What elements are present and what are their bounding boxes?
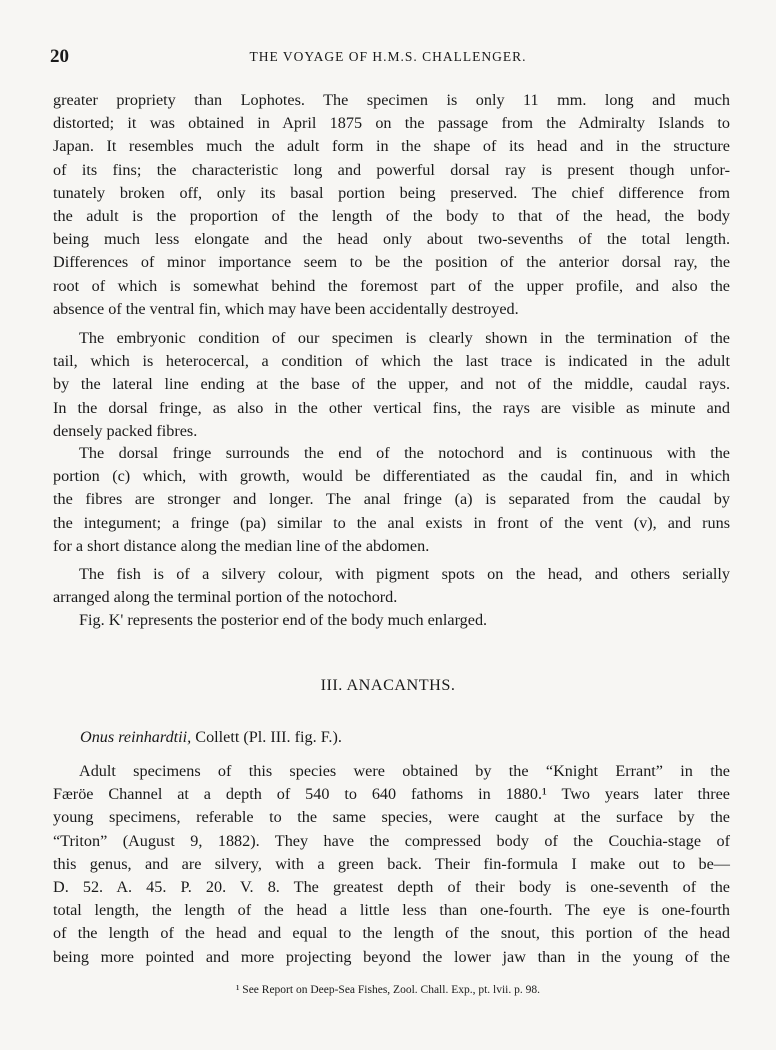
text-line: portion (c) which, with growth, would be differentiated as the caudal fin, and in which	[53, 467, 730, 486]
species-authority: Collett (Pl. III. fig. F.).	[191, 728, 342, 746]
text-line: Japan. It resembles much the adult form in the shape of its head and in the structure	[53, 137, 730, 156]
species-name: Onus reinhardtii,	[80, 728, 192, 746]
text-line: being more pointed and more projecting beyond the lower jaw than in the young of the	[53, 947, 730, 966]
text-line: tunately broken off, only its basal portion being preserved. The chief difference from	[53, 183, 730, 202]
text-line: total length, the length of the head a little less than one-fourth. The eye is one-fourth	[53, 901, 730, 920]
text-line: The fish is of a silvery colour, with pigment spots on the head, and others serially	[79, 565, 730, 583]
paragraph-dorsal-fringe	[53, 442, 730, 558]
text-line: The dorsal fringe surrounds the end of the notochord and is continuous with the	[79, 444, 730, 462]
text-line: absence of the ventral fin, which may have been accidentally destroyed.	[53, 299, 519, 318]
text-line: the adult is the proportion of the length of the body to that of the head, the body	[53, 206, 730, 225]
species-heading	[80, 728, 342, 747]
paragraph-fig-k	[53, 609, 730, 632]
paragraph-embryonic-condition	[53, 327, 730, 443]
text-line: being much less elongate and the head only about two-sevenths of the total length.	[53, 230, 730, 249]
page-header	[50, 46, 726, 72]
text-line: D. 52. A. 45. P. 20. V. 8. The greatest depth of their body is one-seventh of the	[53, 877, 730, 896]
text-line: for a short distance along the median line of the abdomen.	[53, 536, 430, 555]
running-title: THE VOYAGE OF H.M.S. CHALLENGER.	[249, 49, 527, 64]
text-line: In the dorsal fringe, as also in the other vertical fins, the rays are visible as minute and	[53, 398, 730, 417]
text-line: of the length of the head and equal to the length of the snout, this portion of the head	[53, 924, 730, 943]
text-line: young specimens, referable to the same species, were caught at the surface by the	[53, 808, 730, 827]
text-line: tail, which is heterocercal, a condition of which the last trace is indicated in the adult	[53, 352, 730, 371]
text-line: densely packed fibres.	[53, 421, 198, 440]
text-line: distorted; it was obtained in April 1875 on the passage from the Admiralty Islands to	[53, 114, 730, 133]
paragraph-lophotes-specimen	[53, 89, 730, 321]
text-line: arranged along the terminal portion of the notochord.	[53, 588, 398, 607]
text-line: the integument; a fringe (pa) similar to the anal exists in front of the vent (v), and runs	[53, 513, 730, 532]
text-line: by the lateral line ending at the base of the upper, and not of the middle, caudal rays.	[53, 375, 730, 394]
text-line: Adult specimens of this species were obtained by the “Knight Errant” in the	[79, 762, 730, 780]
text-line: this genus, and are silvery, with a green back. Their fin-formula I make out to be—	[53, 854, 730, 873]
paragraph-silvery-colour	[53, 563, 730, 609]
footnote: ¹ See Report on Deep-Sea Fishes, Zool. Chall. Exp., pt. lvii. p. 98.	[235, 984, 540, 996]
text-line: the fibres are stronger and longer. The anal fringe (a) is separated from the caudal by	[53, 490, 730, 509]
paragraph-onus-specimens	[53, 760, 730, 969]
text-line: Fig. K' represents the posterior end of the body much enlarged.	[79, 611, 488, 629]
text-line: Færöe Channel at a depth of 540 to 640 fathoms in 1880.¹ Two years later three	[53, 785, 730, 804]
text-line: root of which is somewhat behind the foremost part of the upper profile, and also the	[53, 276, 730, 295]
section-heading: III. ANACANTHS.	[320, 676, 456, 694]
page-number: 20	[50, 46, 69, 67]
text-line: Differences of minor importance seem to be the position of the anterior dorsal ray, the	[53, 253, 730, 272]
text-line: greater propriety than Lophotes. The specimen is only 11 mm. long and much	[53, 91, 730, 109]
text-line: The embryonic condition of our specimen is clearly shown in the termination of the	[79, 329, 730, 347]
text-line: of its fins; the characteristic long and powerful dorsal ray is present though unfor-	[53, 160, 730, 179]
text-line: “Triton” (August 9, 1882). They have the compressed body of the Couchia-stage of	[53, 831, 730, 850]
